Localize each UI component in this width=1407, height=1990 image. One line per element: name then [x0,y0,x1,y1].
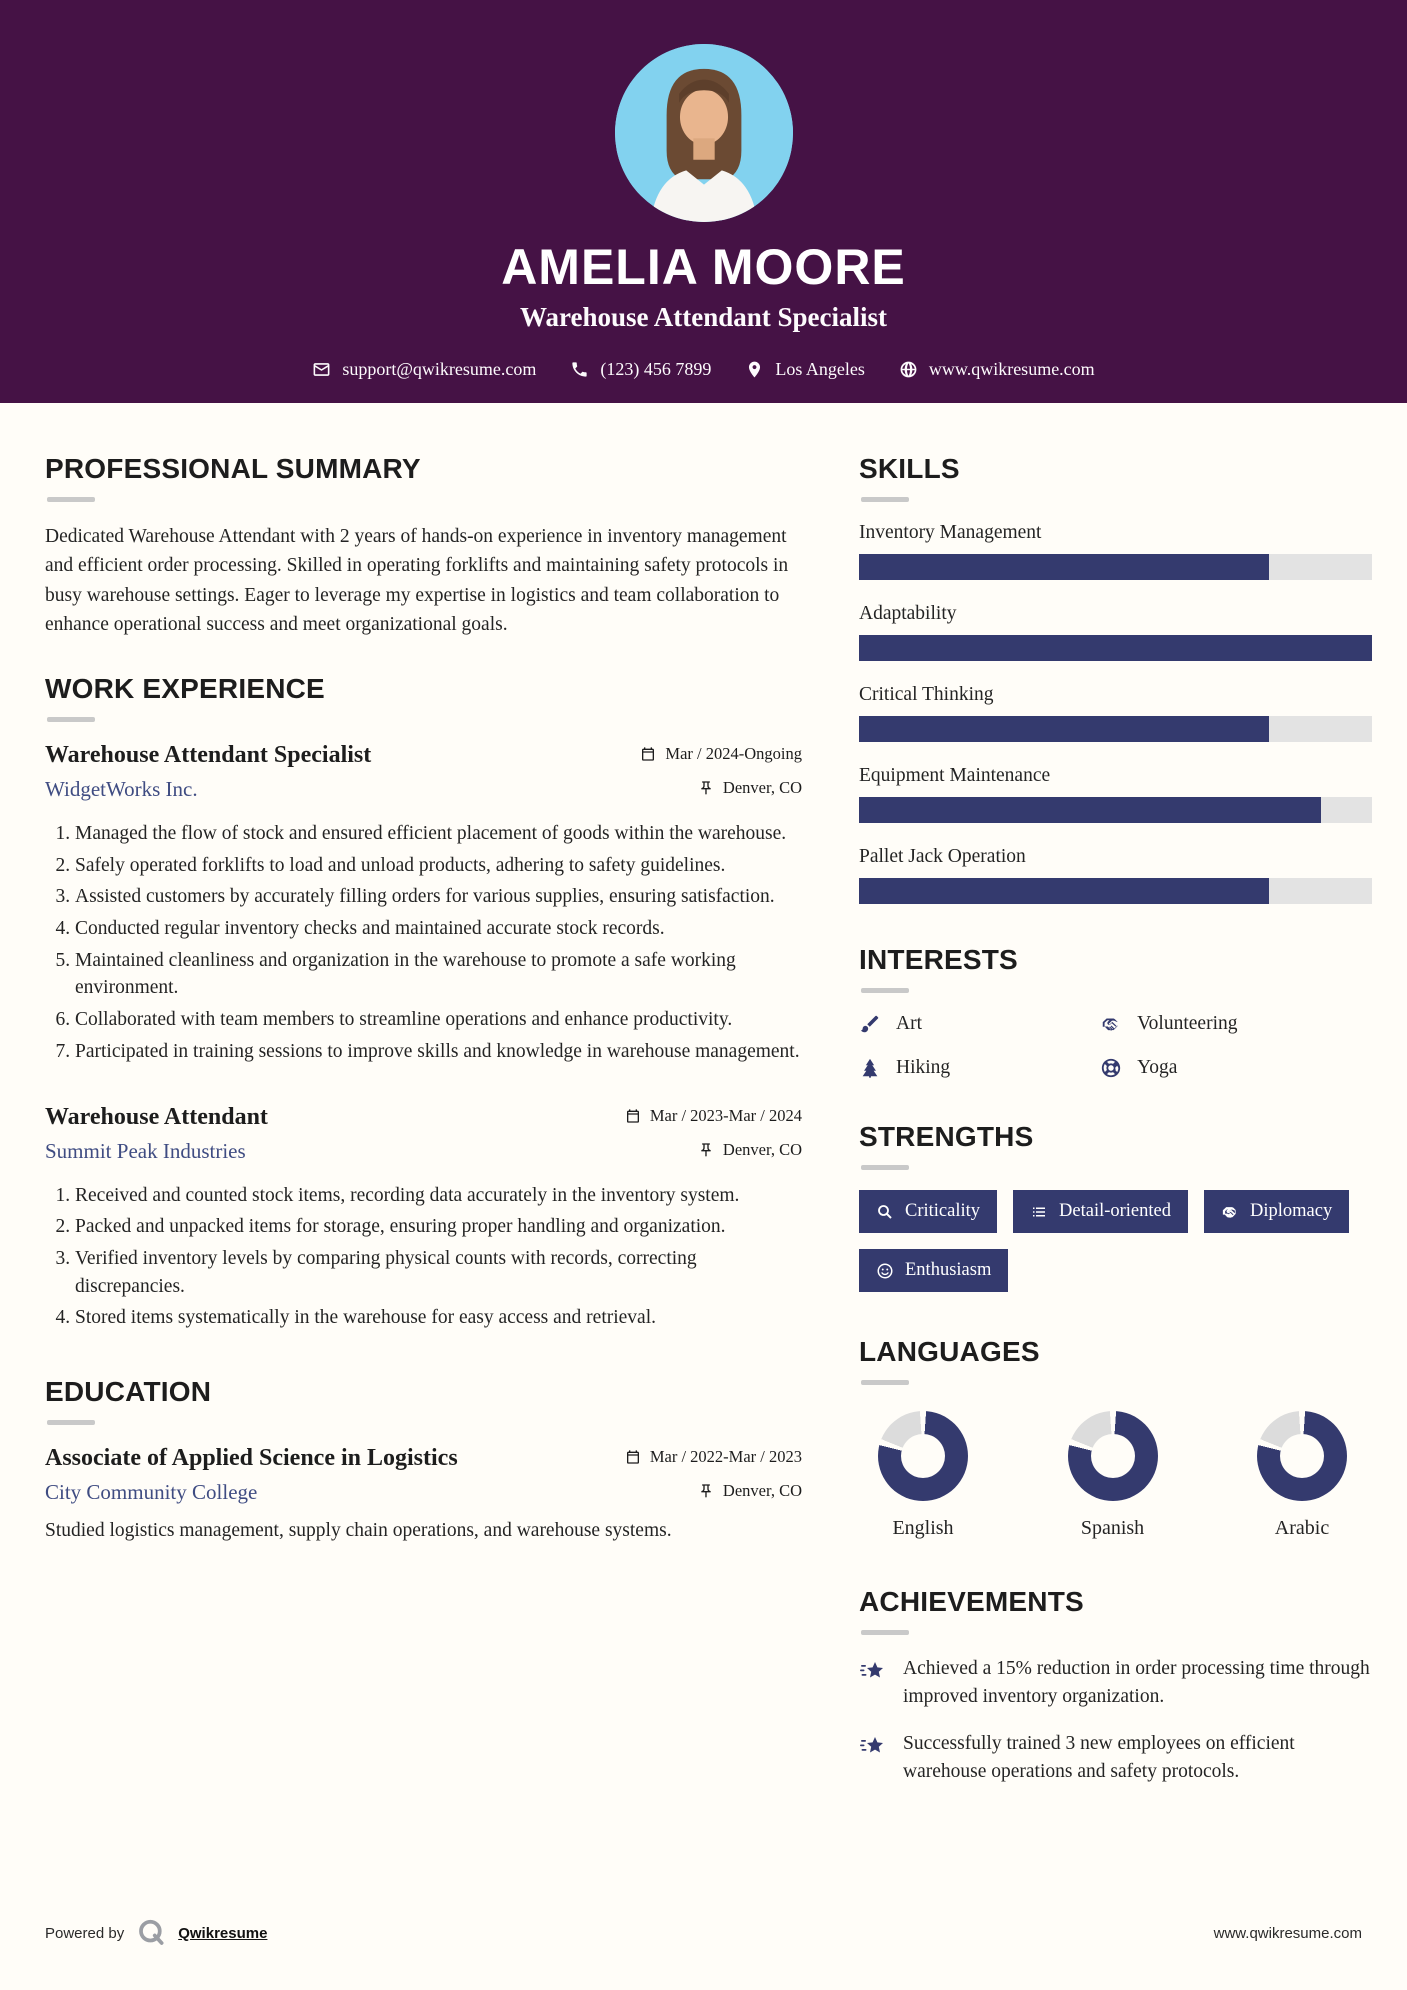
language-arabic [1242,1411,1362,1540]
language-donut-chart [1257,1411,1347,1501]
interests-heading: INTERESTS [859,944,1018,975]
donut-hole [1091,1434,1135,1478]
contact-phone [570,359,711,380]
person-job-title: Warehouse Attendant Specialist [519,302,888,332]
job-bullet: 3. Assisted customers by accurately filling orders for various supplies, ensuring satisfaction. [75,883,802,911]
email-icon [312,360,331,379]
job-bullet-list [45,1182,802,1332]
heading-rule [47,497,95,502]
education-location-text: Denver, CO [722,1480,802,1500]
job-location [698,778,802,798]
job-bullet: 4. Stored items systematically in the warehouse for easy access and retrieval. [75,1304,802,1332]
section-achievements [859,1586,1372,1786]
job-location [698,1140,802,1160]
contact-email-text: support@qwikresume.com [342,359,537,379]
job-bullet: 2. Packed and unpacked items for storage, ensuring proper handling and organization. [75,1213,802,1241]
shooting-star-icon [859,1732,887,1760]
language-name: English [892,1517,954,1539]
globe-icon [899,360,918,379]
job-bullet-list [45,820,802,1066]
summary-text: Dedicated Warehouse Attendant with 2 years of hands-on experience in inventory management and efficient order processing. Skilled in operating forklifts and maintaining safety protocols in busy warehouse settings. Eager to leverage my expertise in logistics and team collaboration to enhance operational success and meet organizational goals. [45,526,789,635]
heading-rule [861,497,909,502]
contact-location-text: Los Angeles [775,359,865,379]
achievement-text: Successfully trained 3 new employees on efficient warehouse operations and safety protocols. [903,1733,1295,1783]
strengths-list [859,1190,1372,1292]
right-column [859,453,1372,1918]
skill-progress-fill [859,554,1269,580]
job-bullet: 5. Maintained cleanliness and organization in the warehouse to promote a safe working environment. [75,947,802,1002]
contact-website[interactable] [899,359,1095,380]
footer-branding [45,1918,267,1948]
interest-hiking [859,1057,1100,1079]
calendar-icon [640,746,656,762]
section-education [45,1376,802,1545]
handshake-icon [1221,1203,1239,1221]
language-spanish [1053,1411,1173,1540]
job-title: Warehouse Attendant Specialist [45,742,372,768]
heading-rule [861,1630,909,1635]
interest-yoga [1100,1057,1372,1079]
donut-hole [1280,1434,1324,1478]
donut-hole [901,1434,945,1478]
profile-photo-illustration [615,44,793,222]
strength-label: Diplomacy [1250,1201,1333,1221]
job-entry-1 [45,742,802,1066]
heading-rule [861,1165,909,1170]
interest-volunteering [1100,1013,1372,1035]
strength-chip-detail-oriented [1013,1190,1188,1233]
achievement-text: Achieved a 15% reduction in order processing time through improved inventory organization. [903,1658,1370,1707]
heading-rule [861,988,909,993]
skill-name: Pallet Jack Operation [859,846,1026,867]
paintbrush-icon [859,1013,881,1035]
skill-item [859,684,1372,742]
interest-art [859,1013,1100,1035]
strength-chip-criticality [859,1190,997,1233]
skill-item [859,846,1372,904]
contact-email[interactable] [312,359,536,380]
job-dates-text: Mar / 2024-Ongoing [665,744,802,763]
school-name: City Community College [45,1479,258,1504]
resume-body [0,403,1407,1918]
section-professional-summary [45,453,802,639]
shooting-star-icon [859,1657,887,1685]
contact-website-text: www.qwikresume.com [928,359,1095,379]
strengths-heading: STRENGTHS [859,1121,1034,1152]
education-dates [625,1447,802,1467]
section-languages [859,1336,1372,1540]
heading-rule [861,1380,909,1385]
languages-row [859,1405,1372,1540]
pushpin-icon [698,1142,714,1158]
strength-label: Enthusiasm [905,1260,992,1280]
job-bullet: 2. Safely operated forklifts to load and unload products, adhering to safety guidelines. [75,852,802,880]
contact-location [745,359,865,380]
section-skills [859,453,1372,904]
footer [0,1918,1407,1990]
pine-tree-icon [859,1057,881,1079]
language-donut-chart [1068,1411,1158,1501]
skill-name: Adaptability [859,603,957,624]
languages-heading: LANGUAGES [859,1336,1040,1367]
skill-progress-bar [859,554,1372,580]
skills-heading: SKILLS [859,453,960,484]
language-name: Arabic [1274,1517,1330,1539]
heading-rule [47,717,95,722]
calendar-icon [625,1449,641,1465]
skill-item [859,765,1372,823]
education-entry [45,1445,802,1545]
skill-item [859,603,1372,661]
skill-name: Equipment Maintenance [859,765,1051,786]
job-dates [640,744,802,764]
skill-progress-bar [859,797,1372,823]
interest-label: Volunteering [1137,1013,1238,1034]
pushpin-icon [698,780,714,796]
magnifier-icon [876,1203,894,1221]
profile-photo [615,44,793,222]
contact-phone-text: (123) 456 7899 [600,359,712,379]
skill-progress-bar [859,635,1372,661]
job-bullet: 7. Participated in training sessions to improve skills and knowledge in warehouse management. [75,1038,802,1066]
skill-progress-fill [859,716,1269,742]
skill-name: Inventory Management [859,522,1042,543]
skill-progress-fill [859,878,1269,904]
education-location [698,1481,802,1501]
contact-row [312,359,1094,380]
job-bullet: 3. Verified inventory levels by comparing physical counts with records, correcting discrepancies. [75,1245,802,1300]
location-pin-icon [745,360,764,379]
achievement-item [859,1655,1372,1710]
job-bullet: 6. Collaborated with team members to streamline operations and enhance productivity. [75,1006,802,1034]
strength-label: Criticality [905,1201,981,1221]
skill-progress-fill [859,635,1372,661]
handshake-icon [1100,1013,1122,1035]
education-description: Studied logistics management, supply chain operations, and warehouse systems. [45,1519,672,1541]
section-interests [859,944,1372,1079]
list-icon [1030,1203,1048,1221]
left-column [45,453,802,1918]
job-bullet: 4. Conducted regular inventory checks and maintained accurate stock records. [75,915,802,943]
language-name: Spanish [1080,1517,1145,1539]
strength-chip-enthusiasm [859,1249,1008,1292]
section-strengths [859,1121,1372,1292]
job-title: Warehouse Attendant [45,1103,268,1130]
degree-title: Associate of Applied Science in Logistics [45,1444,458,1471]
job-entry-2 [45,1104,802,1332]
skill-item [859,522,1372,580]
job-company: WidgetWorks Inc. [45,777,198,801]
interests-grid [859,1013,1372,1079]
education-heading: EDUCATION [45,1375,212,1407]
person-name: AMELIA MOORE [501,239,906,295]
skill-progress-fill [859,797,1321,823]
section-work-experience [45,673,802,1332]
calendar-icon [625,1108,641,1124]
language-english [863,1411,983,1540]
heading-rule [47,1420,95,1425]
pushpin-icon [698,1483,714,1499]
achievements-heading: ACHIEVEMENTS [859,1586,1084,1617]
language-donut-chart [878,1411,968,1501]
achievement-item [859,1730,1372,1785]
education-dates-text: Mar / 2022-Mar / 2023 [649,1446,802,1466]
lifebuoy-icon [1100,1057,1122,1079]
job-dates [625,1106,802,1126]
interest-label: Art [896,1013,922,1034]
job-dates-text: Mar / 2023-Mar / 2024 [649,1105,802,1125]
job-company: Summit Peak Industries [45,1138,246,1163]
powered-by-text: Powered by [45,1924,125,1942]
phone-icon [570,360,589,379]
qwikresume-logo-icon [136,1918,166,1948]
strength-label: Detail-oriented [1059,1201,1171,1221]
job-location-text: Denver, CO [722,778,802,797]
smiley-icon [876,1262,894,1280]
job-bullet: 1. Received and counted stock items, recording data accurately in the inventory system. [75,1182,802,1210]
summary-heading: PROFESSIONAL SUMMARY [45,453,421,484]
job-bullet: 1. Managed the flow of stock and ensured efficient placement of goods within the warehouse. [75,820,802,848]
strength-chip-diplomacy [1204,1190,1349,1233]
footer-website: www.qwikresume.com [1213,1924,1362,1942]
interest-label: Hiking [896,1057,951,1078]
work-heading: WORK EXPERIENCE [45,673,325,704]
interest-label: Yoga [1137,1057,1178,1078]
skill-progress-bar [859,716,1372,742]
job-location-text: Denver, CO [722,1139,802,1159]
skill-name: Critical Thinking [859,684,994,705]
qwikresume-link[interactable]: Qwikresume [178,1924,268,1942]
skill-progress-bar [859,878,1372,904]
header [0,0,1407,403]
